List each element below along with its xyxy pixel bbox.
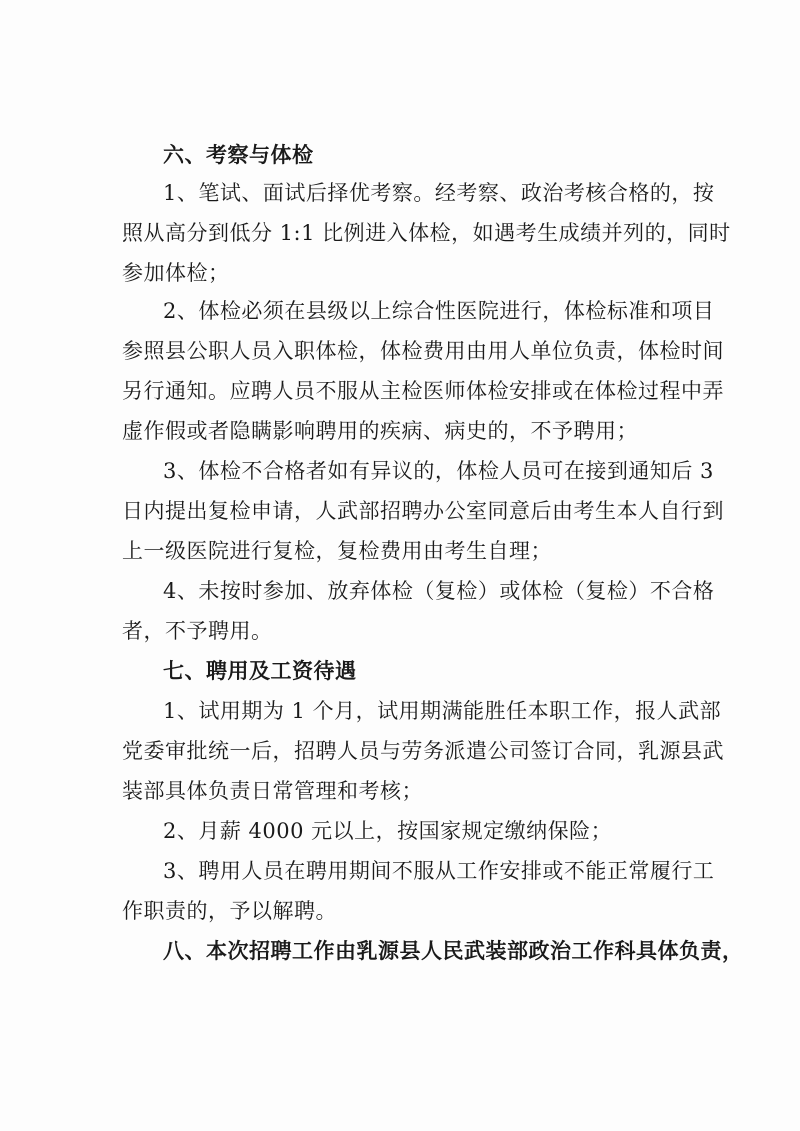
paragraph-line: 党委审批统一后，招聘人员与劳务派遣公司签订合同，乳源县武 <box>122 739 724 763</box>
section-heading-six: 六、考察与体检 <box>163 142 314 167</box>
paragraph-line: 另行通知。应聘人员不服从主检医师体检安排或在体检过程中弄 <box>122 379 724 403</box>
paragraph-line: 照从高分到低分 1:1 比例进入体检，如遇考生成绩并列的，同时 <box>122 221 731 245</box>
paragraph-line: 装部具体负责日常管理和考核； <box>122 779 423 803</box>
paragraph-line: 参加体检； <box>122 261 230 285</box>
paragraph-line: 作职责的，予以解聘。 <box>122 899 337 923</box>
paragraph-line: 4、未按时参加、放弃体检（复检）或体检（复检）不合格 <box>163 579 715 603</box>
paragraph-line: 虚作假或者隐瞒影响聘用的疾病、病史的，不予聘用； <box>122 419 638 443</box>
paragraph-line: 1、试用期为 1 个月，试用期满能胜任本职工作，报人武部 <box>163 699 722 723</box>
section-heading-eight: 八、本次招聘工作由乳源县人民武装部政治工作科具体负责， <box>163 938 744 963</box>
paragraph-line: 1、笔试、面试后择优考察。经考察、政治考核合格的，按 <box>163 181 715 205</box>
paragraph-line: 上一级医院进行复检，复检费用由考生自理； <box>122 539 552 563</box>
paragraph-line: 2、体检必须在县级以上综合性医院进行，体检标准和项目 <box>163 299 715 323</box>
paragraph-line: 参照县公职人员入职体检，体检费用由用人单位负责，体检时间 <box>122 339 724 363</box>
paragraph-line: 日内提出复检申请，人武部招聘办公室同意后由考生本人自行到 <box>122 499 724 523</box>
section-heading-seven: 七、聘用及工资待遇 <box>163 658 357 683</box>
paragraph-line: 者，不予聘用。 <box>122 619 273 643</box>
paragraph-line: 3、体检不合格者如有异议的，体检人员可在接到通知后 3 <box>163 459 714 483</box>
paragraph-line: 2、月薪 4000 元以上，按国家规定缴纳保险； <box>163 819 613 843</box>
paragraph-line: 3、聘用人员在聘用期间不服从工作安排或不能正常履行工 <box>163 859 715 883</box>
